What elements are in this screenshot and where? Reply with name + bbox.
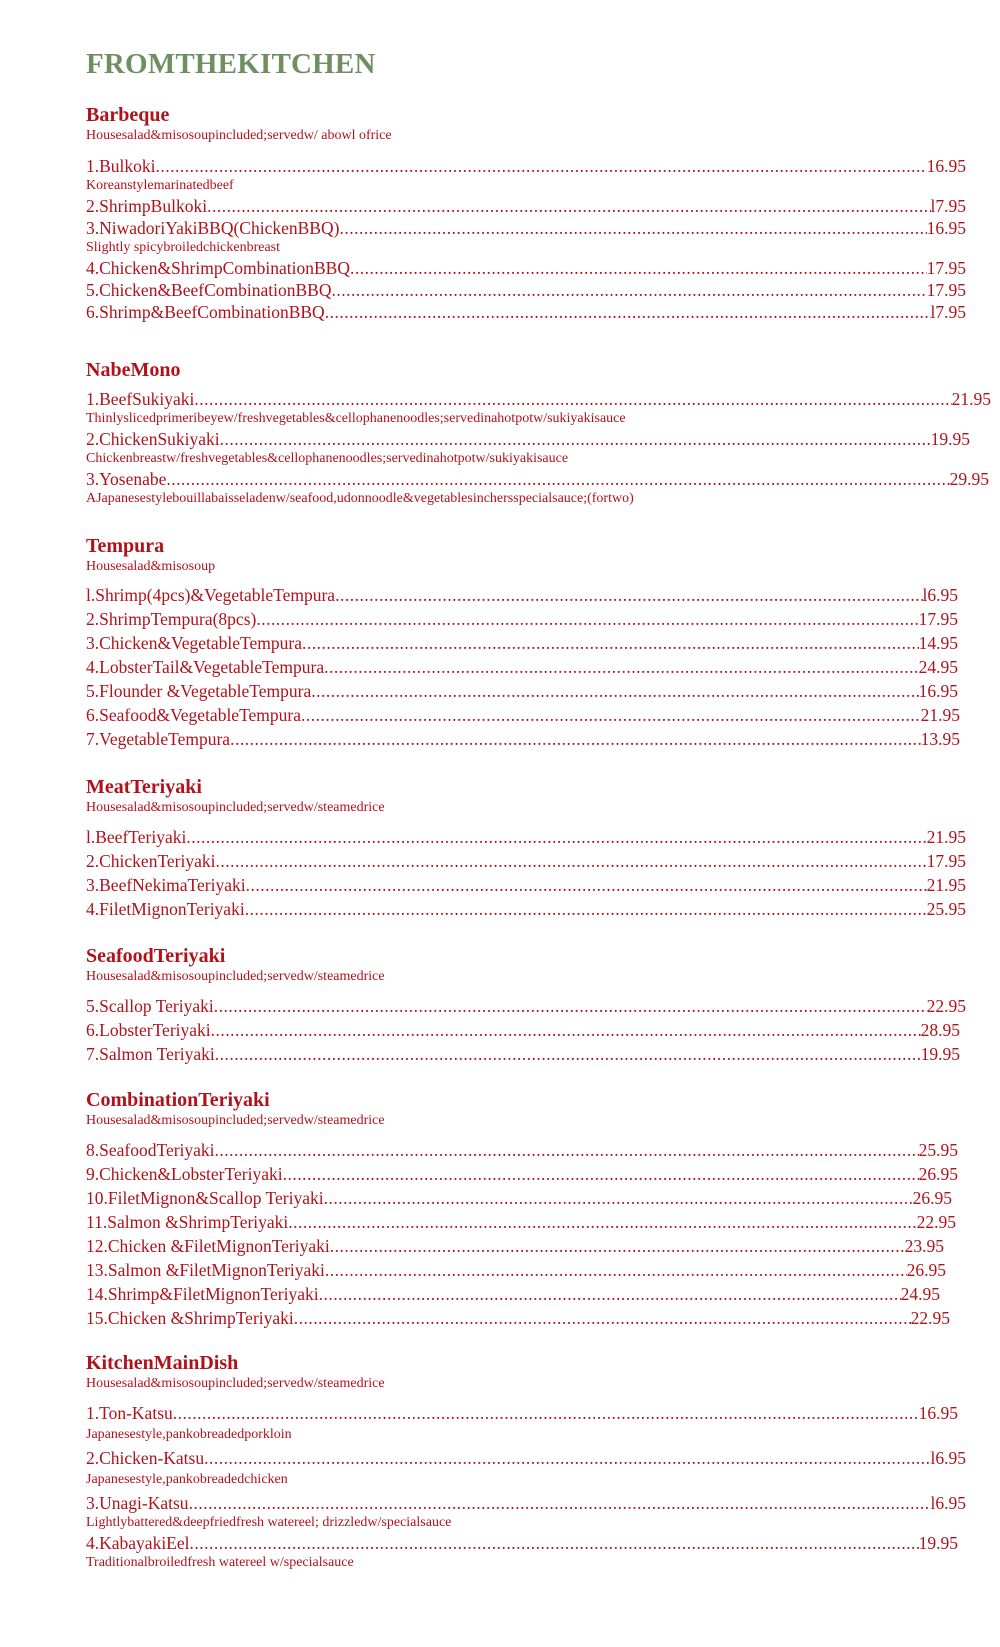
section-note: Housesalad&misosoup [86, 559, 216, 574]
item-name: 2.ShrimpTempura(8pcs) [86, 609, 257, 629]
item-price: 21.95 [920, 705, 960, 725]
leader-dots [350, 257, 927, 279]
item-name: 1.BeefSukiyaki [86, 389, 195, 409]
menu-item [86, 897, 966, 921]
menu-list [86, 583, 966, 751]
menu-item [86, 257, 966, 279]
item-price: l7.95 [930, 196, 966, 216]
leader-dots [230, 727, 921, 751]
section-nabemono [86, 358, 991, 508]
item-description: AJapanesestylebouillabaisseladenw/seafood,udonnoodle&vegetablesinchersspecialsauce;(fortwo) [86, 491, 634, 506]
section-seafood-teriyaki [86, 944, 966, 1066]
menu-list [86, 825, 966, 921]
item-price: 17.95 [918, 609, 958, 629]
leader-dots [288, 1210, 916, 1234]
item-name: 9.Chicken&LobsterTeriyaki [86, 1164, 283, 1184]
menu-item [86, 1162, 958, 1186]
item-name: 2.ChickenSukiyaki [86, 429, 220, 449]
leader-dots [331, 279, 926, 301]
leader-dots [294, 1306, 911, 1330]
menu-item [86, 1532, 958, 1571]
leader-dots [301, 703, 921, 727]
leader-dots [330, 1234, 905, 1258]
item-price: 25.95 [926, 899, 966, 919]
item-name: 11.Salmon &ShrimpTeriyaki [86, 1212, 289, 1232]
leader-dots [190, 1532, 919, 1554]
section-title: KitchenMainDish [86, 1352, 239, 1374]
item-price: l6.95 [930, 1493, 966, 1513]
leader-dots [216, 849, 927, 873]
item-name: 5.Scallop Teriyaki [86, 996, 214, 1016]
section-title: SeafoodTeriyaki [86, 945, 226, 967]
item-description: Slightly spicybroiledchickenbreast [86, 240, 281, 255]
leader-dots [207, 195, 930, 217]
item-name: 5.Flounder &VegetableTempura [86, 681, 312, 701]
menu-item [86, 195, 966, 217]
section-title: Tempura [86, 535, 165, 557]
leader-dots [324, 1186, 913, 1210]
leader-dots [283, 1162, 919, 1186]
item-price: 19.95 [918, 1533, 958, 1553]
menu-item [86, 873, 966, 897]
leader-dots [156, 155, 927, 177]
leader-dots [214, 994, 927, 1018]
leader-dots [325, 301, 931, 323]
leader-dots [166, 468, 949, 490]
item-description: Thinlyslicedprimeribeyew/freshvegetables&cellophanenoodles;servedinahotpotw/sukiyakisauce [86, 411, 626, 426]
menu-item [86, 1234, 944, 1258]
menu-item [86, 428, 970, 467]
item-name: 4.FiletMignonTeriyaki [86, 899, 245, 919]
menu-item [86, 1042, 960, 1066]
item-name: 7.Salmon Teriyaki [86, 1044, 215, 1064]
page-title: FROMTHEKITCHEN [86, 48, 376, 80]
item-price: 26.95 [906, 1260, 946, 1280]
item-name: 1.Bulkoki [86, 156, 156, 176]
section-note: Housesalad&misosoupincluded;servedw/ abowl ofrice [86, 128, 392, 143]
item-description: Koreanstylemarinatedbeef [86, 178, 234, 193]
menu-item [86, 1138, 958, 1162]
item-name: 15.Chicken &ShrimpTeriyaki [86, 1308, 294, 1328]
section-combination-teriyaki [86, 1088, 966, 1330]
item-name: l.Shrimp(4pcs)&VegetableTempura [86, 585, 336, 605]
item-name: 8.SeafoodTeriyaki [86, 1140, 215, 1160]
item-name: 3.Yosenabe [86, 469, 167, 489]
item-name: 1.Ton-Katsu [86, 1403, 173, 1423]
section-meat-teriyaki [86, 775, 966, 921]
menu-list [86, 1138, 966, 1330]
item-name: 12.Chicken &FiletMignonTeriyaki [86, 1236, 330, 1256]
item-price: 21.95 [951, 389, 991, 409]
section-tempura [86, 534, 966, 751]
item-name: 4.LobsterTail&VegetableTempura [86, 657, 325, 677]
item-price: 22.95 [926, 996, 966, 1016]
item-price: 22.95 [916, 1212, 956, 1232]
leader-dots [186, 825, 926, 849]
item-name: 14.Shrimp&FiletMignonTeriyaki [86, 1284, 319, 1304]
menu-item [86, 388, 991, 427]
leader-dots [245, 897, 927, 921]
leader-dots [325, 1258, 907, 1282]
leader-dots [220, 428, 931, 450]
item-price: 26.95 [912, 1188, 952, 1208]
menu-item [86, 655, 958, 679]
menu-item [86, 703, 960, 727]
item-description: Chickenbreastw/freshvegetables&cellophanenoodles;servedinahotpotw/sukiyakisauce [86, 451, 569, 466]
menu-list [86, 388, 991, 507]
item-name: 3.BeefNekimaTeriyaki [86, 875, 246, 895]
leader-dots [215, 1042, 921, 1066]
menu-item [86, 825, 966, 849]
menu-item [86, 607, 958, 631]
item-name: 2.ChickenTeriyaki [86, 851, 216, 871]
section-title: CombinationTeriyaki [86, 1089, 270, 1111]
menu-item [86, 1258, 946, 1282]
menu-item [86, 994, 966, 1018]
leader-dots [302, 631, 919, 655]
leader-dots [311, 679, 918, 703]
section-kitchen-main-dish [86, 1351, 966, 1572]
item-price: 22.95 [910, 1308, 950, 1328]
item-price: 29.95 [949, 469, 989, 489]
item-price: 21.95 [926, 827, 966, 847]
item-price: l7.95 [930, 302, 966, 322]
item-price: 23.95 [904, 1236, 944, 1256]
menu-list [86, 155, 966, 323]
section-title: MeatTeriyaki [86, 776, 202, 798]
menu-item [86, 679, 958, 703]
menu-item [86, 1282, 940, 1306]
leader-dots [256, 607, 918, 631]
item-name: 3.Chicken&VegetableTempura [86, 633, 302, 653]
leader-dots [335, 583, 922, 607]
item-price: 17.95 [926, 258, 966, 278]
item-price: 14.95 [918, 633, 958, 653]
leader-dots [324, 655, 919, 679]
item-name: 4.KabayakiEel [86, 1533, 190, 1553]
item-price: 24.95 [918, 657, 958, 677]
leader-dots [246, 873, 927, 897]
leader-dots [339, 217, 926, 239]
item-name: 4.Chicken&ShrimpCombinationBBQ [86, 258, 350, 278]
leader-dots [204, 1447, 930, 1469]
menu-item [86, 727, 960, 751]
item-name: 2.Chicken-Katsu [86, 1448, 205, 1468]
menu-item [86, 279, 966, 301]
item-price: 17.95 [926, 280, 966, 300]
item-name: 7.VegetableTempura [86, 729, 231, 749]
item-description: Lightlybattered&deepfriedfresh watereel; drizzledw/specialsauce [86, 1515, 452, 1530]
item-price: 24.95 [900, 1284, 940, 1304]
menu-item [86, 1492, 966, 1531]
menu-item [86, 631, 958, 655]
menu-item [86, 849, 966, 873]
section-note: Housesalad&misosoupincluded;servedw/steamedrice [86, 800, 385, 815]
item-name: 6.Shrimp&BeefCombinationBBQ [86, 302, 325, 322]
menu-item [86, 1018, 960, 1042]
item-description: Japanesestyle,pankobreadedchicken [86, 1472, 288, 1487]
item-price: 19.95 [920, 1044, 960, 1064]
item-price: 16.95 [918, 1403, 958, 1423]
section-note: Housesalad&misosoupincluded;servedw/steamedrice [86, 1113, 385, 1128]
section-note: Housesalad&misosoupincluded;servedw/steamedrice [86, 969, 385, 984]
item-price: 28.95 [920, 1020, 960, 1040]
item-price: 13.95 [920, 729, 960, 749]
leader-dots [215, 1138, 919, 1162]
menu-item [86, 301, 966, 323]
item-name: 6.LobsterTeriyaki [86, 1020, 211, 1040]
leader-dots [319, 1282, 901, 1306]
section-title: Barbeque [86, 104, 170, 126]
item-price: l6.95 [922, 585, 958, 605]
item-description: Japanesestyle,pankobreadedporkloin [86, 1427, 292, 1442]
menu-item [86, 1447, 966, 1488]
item-price: 26.95 [918, 1164, 958, 1184]
item-price: 25.95 [918, 1140, 958, 1160]
item-description: Traditionalbroiledfresh watereel w/specialsauce [86, 1555, 354, 1570]
item-price: 16.95 [926, 156, 966, 176]
item-name: 6.Seafood&VegetableTempura [86, 705, 302, 725]
leader-dots [189, 1492, 931, 1514]
item-name: 2.ShrimpBulkoki [86, 196, 208, 216]
menu-list [86, 1402, 966, 1571]
item-price: 16.95 [926, 218, 966, 238]
menu-list [86, 994, 966, 1066]
leader-dots [194, 388, 951, 410]
item-name: 10.FiletMignon&Scallop Teriyaki [86, 1188, 324, 1208]
menu-item [86, 583, 958, 607]
menu-item [86, 1306, 950, 1330]
menu-item [86, 1186, 952, 1210]
section-note: Housesalad&misosoupincluded;servedw/steamedrice [86, 1376, 385, 1391]
item-price: 16.95 [918, 681, 958, 701]
leader-dots [173, 1402, 919, 1424]
menu-item [86, 1402, 958, 1443]
section-title: NabeMono [86, 359, 181, 381]
item-price: 19.95 [930, 429, 970, 449]
item-name: l.BeefTeriyaki [86, 827, 187, 847]
item-price: 17.95 [926, 851, 966, 871]
menu-item [86, 1210, 956, 1234]
item-name: 3.NiwadoriYakiBBQ(ChickenBBQ) [86, 218, 340, 238]
item-name: 13.Salmon &FiletMignonTeriyaki [86, 1260, 325, 1280]
item-name: 5.Chicken&BeefCombinationBBQ [86, 280, 332, 300]
item-name: 3.Unagi-Katsu [86, 1493, 189, 1513]
section-barbeque [86, 103, 966, 323]
item-price: 21.95 [926, 875, 966, 895]
menu-item [86, 468, 989, 507]
item-price: l6.95 [930, 1448, 966, 1468]
menu-item [86, 217, 966, 256]
menu-item [86, 155, 966, 194]
leader-dots [211, 1018, 921, 1042]
